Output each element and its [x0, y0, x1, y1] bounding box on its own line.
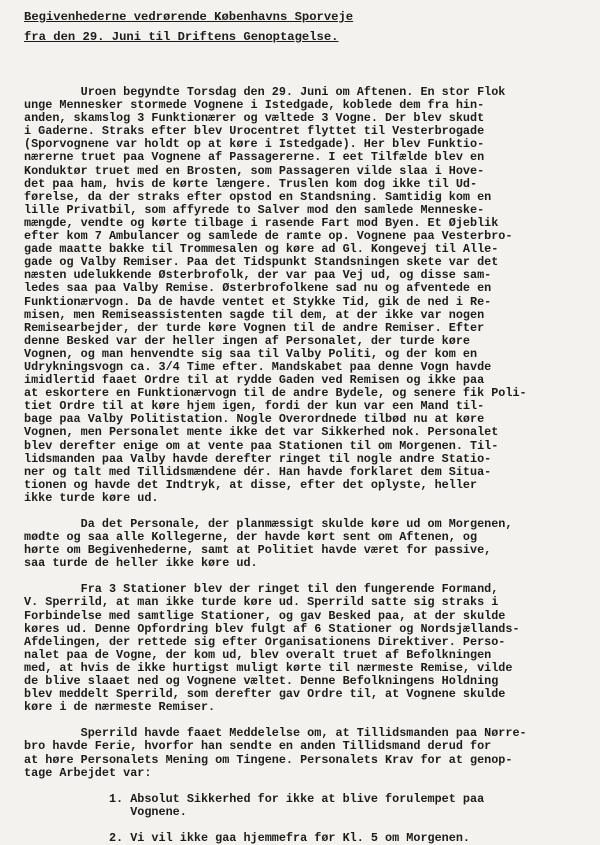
paragraph-gap: [24, 780, 580, 793]
paragraph-line: nærerne truet paa Vognene af Passagererne. I eet Tilfælde blev en: [24, 150, 485, 165]
paragraph-line: Uroen begyndte Torsdag den 29. Juni om Aftenen. En stor Flok: [24, 85, 506, 99]
paragraph-line: denne Besked var der heller ingen af Personalet, der turde køre: [24, 333, 470, 348]
document-title-line-2: fra den 29. Juni til Driftens Genoptagelse.: [24, 30, 339, 44]
paragraph-line: tionen og havde det Indtryk, at disse, efter det oplyste, heller: [24, 477, 478, 492]
paragraph-line: Udrykningsvogn ca. 3/4 Time efter. Mandskabet paa denne Vogn havde: [24, 359, 492, 374]
paragraph-line: blev derefter enige om at vente paa Stationen til om Morgenen. Til-: [24, 438, 499, 453]
list-item: [24, 793, 580, 819]
paragraph-line: Afdelingen, der rettede sig efter Organisationens Direktiver. Perso-: [24, 634, 506, 649]
paragraph-line: bage paa Valby Politistation. Nogle Overordnede tilbød nu at køre: [24, 412, 485, 427]
paragraph-line: Konduktør truet med en Brosten, som Passageren vilde slaa i Hove-: [24, 163, 485, 178]
list-gap: [24, 819, 580, 832]
paragraph: [24, 518, 580, 570]
paragraph-line: V. Sperrild, at man ikke turde køre ud. Sperrild satte sig straks i: [24, 595, 499, 610]
paragraph-line: at høre Personalets Mening om Tingene. Personalets Krav for at genop-: [24, 752, 513, 767]
paragraph-line: anden, skamslog 3 Funktionærer og væltede 3 Vogne. Der blev skudt: [24, 111, 485, 126]
paragraph-line: Vognen, men Personalet mente ikke det var Sikkerhed nok. Personalet: [24, 425, 499, 440]
paragraph-line: saa turde de heller ikke køre ud.: [24, 556, 258, 571]
paragraph-line: Sperrild havde faaet Meddelelse om, at Tillidsmanden paa Nørre-: [24, 726, 527, 741]
paragraph-line: mængde, vendte og kørte tilbage i rasende Fart mod Byen. Et Øjeblik: [24, 215, 499, 230]
paragraph-line: mødte og saa alle Kollegerne, der havde kørt sent om Aftenen, og: [24, 530, 478, 545]
paragraph-line: Da det Personale, der planmæssigt skulde køre ud om Morgenen,: [24, 517, 513, 531]
paragraph-line: køre i de nærmeste Remiser.: [24, 700, 216, 715]
paragraph-line: efter kom 7 Ambulancer og samlede de ramte op. Vognene paa Vesterbro-: [24, 229, 513, 244]
paragraph-line: imidlertid faaet Ordre til at rydde Gaden ved Remisen og ikke paa: [24, 373, 485, 388]
paragraph-line: tiet Ordre til at køre hjem igen, fordi der kun var een Mand til-: [24, 399, 485, 414]
paragraph-line: unge Mennesker stormede Vognene i Istedgade, koblede dem fra hin-: [24, 98, 485, 113]
list-item-line: Vognene.: [24, 804, 187, 819]
paragraph-line: det paa ham, hvis de kørte længere. Truslen kom dog ikke til Ud-: [24, 176, 478, 191]
document-body: [24, 86, 580, 845]
paragraph-line: Forbindelse med samtlige Stationer, og gav Besked paa, at der skulde: [24, 608, 506, 623]
list-item-line: 2. Vi vil ikke gaa hjemmefra før Kl. 5 om Morgenen.: [24, 830, 470, 845]
list-item-line: 1. Absolut Sikkerhed for ikke at blive forulempet paa: [24, 791, 485, 806]
paragraph-line: de blive slaaet ned og Vognene væltet. Denne Befolkningens Holdning: [24, 674, 499, 689]
paragraph-line: hørte om Begivenhederne, samt at Politiet havde været for passive,: [24, 543, 492, 558]
document-title-line-1: Begivenhederne vedrørende Københavns Sporveje: [24, 10, 354, 24]
paragraph-line: blev meddelt Sperrild, som derefter gav Ordre til, at Vognene skulde: [24, 687, 506, 702]
paragraph-line: køres ud. Denne Opfordring blev fulgt af 6 Stationer og Nordsjællands-: [24, 621, 520, 636]
paragraph-line: førelse, da der straks efter opstod en Standsning. Samtidig kom en: [24, 189, 492, 204]
paragraph-line: tage Arbejdet var:: [24, 765, 152, 780]
paragraph-line: ner og talt med Tillidsmændene dér. Han havde forklaret dem Situa-: [24, 464, 492, 479]
paragraph-line: i Gaderne. Straks efter blev Urocentret flyttet til Vesterbrogade: [24, 124, 485, 139]
paragraph: [24, 583, 580, 714]
paragraph-line: Vognen, og man henvendte sig saa til Valby Politi, og der kom en: [24, 346, 478, 361]
paragraph-line: ledes saa paa Valby Remise. Østerbrofolkene sad nu og afventede en: [24, 281, 492, 296]
paragraph-line: lille Privatbil, som affyrede to Salver mod den samlede Menneske-: [24, 202, 485, 217]
paragraph-line: gade maatte bakke til Trommesalen og køre ad Gl. Kongevej til Alle-: [24, 242, 499, 257]
paragraph-line: misen, men Remiseassistenten sagde til dem, at der ikke var nogen: [24, 307, 485, 322]
paragraph-line: Remisearbejder, der turde køre Vognen til de andre Remiser. Efter: [24, 320, 485, 335]
paragraph-line: ikke turde køre ud.: [24, 490, 159, 505]
paragraph-line: bro havde Ferie, hvorfor han sendte en anden Tillidsmand derud for: [24, 739, 492, 754]
paragraph-line: gade og Valby Remiser. Paa det Tidspunkt Standsningen skete var det: [24, 255, 499, 270]
paragraph-line: nalet paa de Vogne, der kom ud, blev overalt truet af Befolkningen: [24, 647, 492, 662]
paragraph-line: lidsmanden paa Valby havde derefter ringet til nogle andre Statio-: [24, 451, 492, 466]
paragraph-line: (Sporvognene var holdt op at køre i Istedgade). Her blev Funktio-: [24, 137, 485, 152]
paragraph-line: at eskortere en Funktionærvogn til de andre Bydele, og senere fik Poli-: [24, 386, 527, 401]
list-item: [24, 832, 580, 845]
paragraph-line: med, at hvis de ikke hurtigst muligt kørte til nærmeste Remise, vilde: [24, 660, 513, 675]
paragraph: [24, 727, 580, 779]
paragraph: [24, 86, 580, 505]
paragraph-line: Fra 3 Stationer blev der ringet til den fungerende Formand,: [24, 582, 499, 597]
paragraph-line: næsten udelukkende Østerbrofolk, der var paa Vej ud, og disse sam-: [24, 268, 492, 283]
paragraph-line: Funktionærvogn. Da de havde ventet et Stykke Tid, gik de ned i Re-: [24, 294, 492, 309]
